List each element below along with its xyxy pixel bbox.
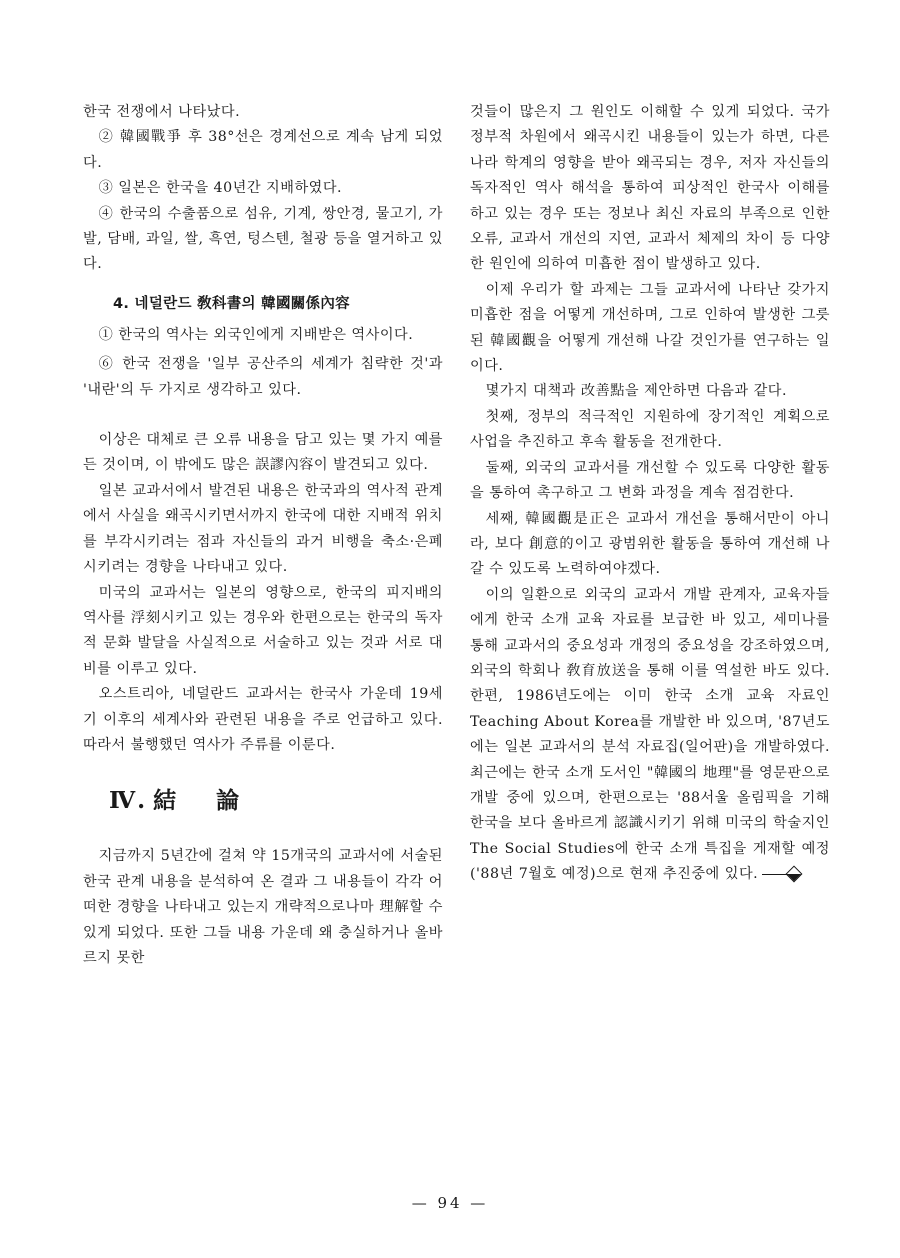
paragraph: 몇가지 대책과 改善點을 제안하면 다음과 같다. <box>485 383 788 400</box>
paragraph: 이제 우리가 할 과제는 그들 교과서에 나타난 갖가지 미흡한 점을 어떻게 개선하며, 그로 인하여 발생한 그릇된 韓國觀을 어떻게 개선해 나갈 것인가를 연구하는 일이다. <box>470 281 830 375</box>
right-column <box>470 100 830 888</box>
spacer <box>83 403 443 428</box>
paragraph-text: 이의 일환으로 외국의 교과서 개발 관계자, 교육자들에게 한국 소개 교육 자료를 보급한 바 있고, 세미나를 통해 교과서의 중요성과 개정의 중요성을 강조하였으며, 외국의 학회나 敎育放送을 통해 이를 역설한 바도 있다. 한편, 1986년도에는 이미 한국 소개 교육 자료인 Teaching About Korea를 개발한 바 있으며, '87년도에는 일본 교과서의 분석 자료집(일어판)을 개발하였다. 최근에는 한국 소개 도서인 "韓國의 地理"를 영문판으로 개발 중에 있으며, 한편으로는 '88서울 올림픽을 기해 한국을 보다 올바르게 認識시키기 위해 미국의 학술지인 The Social Studies에 한국 소개 특집을 게재할 예정('88년 7월호 예정)으로 현재 추진중에 있다. <box>470 586 830 883</box>
list-item: ② 韓國戰爭 후 38°선은 경계선으로 계속 남게 되었다. <box>83 129 443 171</box>
list-item: ④ 한국의 수출품으로 섬유, 기계, 쌍안경, 물고기, 가발, 담배, 과일, 쌀, 흑연, 텅스텐, 철광 등을 열거하고 있다. <box>83 205 443 273</box>
paragraph: 오스트리아, 네덜란드 교과서는 한국사 가운데 19세기 이후의 세계사와 관련된 내용을 주로 언급하고 있다. 따라서 불행했던 역사가 주류를 이룬다. <box>83 686 443 753</box>
section-number: Ⅳ. <box>109 787 148 815</box>
paragraph: 일본 교과서에서 발견된 내용은 한국과의 역사적 관계에서 사실을 왜곡시키면서까지 한국에 대한 지배적 위치를 부각시키려는 점과 자신들의 과거 비행을 축소·은폐시키려는 경향을 나타내고 있다. <box>83 482 443 576</box>
list-item: ⑥ 한국 전쟁을 '일부 공산주의 세계가 침략한 것'과 '내란'의 두 가지로 생각하고 있다. <box>83 356 443 398</box>
paragraph <box>470 583 830 888</box>
list-item: ① 한국의 역사는 외국인에게 지배받은 역사이다. <box>98 326 414 343</box>
section-word: 結論 <box>153 787 280 815</box>
left-column <box>83 100 443 971</box>
end-mark-icon <box>762 867 800 881</box>
paragraph: 이상은 대체로 큰 오류 내용을 담고 있는 몇 가지 예를 든 것이며, 이 밖에도 많은 誤謬內容이 발견되고 있다. <box>83 432 443 474</box>
paragraph: 지금까지 5년간에 걸쳐 약 15개국의 교과서에 서술된 한국 관계 내용을 분석하여 온 결과 그 내용들이 각각 어떠한 경향을 나타내고 있는지 개략적으로나마 理解할 수 있게 되었다. 또한 그들 내용 가운데 왜 충실하거나 올바르지 못한 <box>83 848 443 966</box>
subsection-heading: 4. 네덜란드 敎科書의 韓國關係內容 <box>113 295 350 312</box>
paragraph: 것들이 많은지 그 원인도 이해할 수 있게 되었다. 국가 정부적 차원에서 왜곡시킨 내용들이 있는가 하면, 다른 나라 학계의 영향을 받아 왜곡되는 경우, 저자 자신들의 독자적인 역사 해석을 통하여 피상적인 한국사 이해를 하고 있는 경우 또는 정보나 최신 자료의 부족으로 인한 오류, 교과서 개선의 지연, 교과서 체제의 차이 등 다양한 원인에 의하여 미흡한 점이 발생하고 있다. <box>470 104 830 273</box>
list-item: 둘째, 외국의 교과서를 개선할 수 있도록 다양한 활동을 통하여 촉구하고 그 변화 과정을 계속 점검한다. <box>470 459 830 502</box>
section-title <box>109 784 443 818</box>
list-item: ③ 일본은 한국을 40년간 지배하였다. <box>98 180 343 197</box>
paragraph: 한국 전쟁에서 나타났다. <box>83 104 241 120</box>
page-number: — 94 — <box>411 1194 489 1212</box>
paragraph: 미국의 교과서는 일본의 영향으로, 한국의 피지배의 역사를 浮刻시키고 있는 경우와 한편으로는 한국의 독자적 문화 발달을 사실적으로 서술하고 있는 것과 서로 대비를 이루고 있다. <box>83 584 443 677</box>
list-item: 첫째, 정부의 적극적인 지원하에 장기적인 계획으로 사업을 추진하고 후속 활동을 전개한다. <box>470 408 830 451</box>
list-item: 세째, 韓國觀是正은 교과서 개선을 통해서만이 아니라, 보다 創意的이고 광범위한 활동을 통하여 개선해 나갈 수 있도록 노력하여야겠다. <box>470 510 830 578</box>
